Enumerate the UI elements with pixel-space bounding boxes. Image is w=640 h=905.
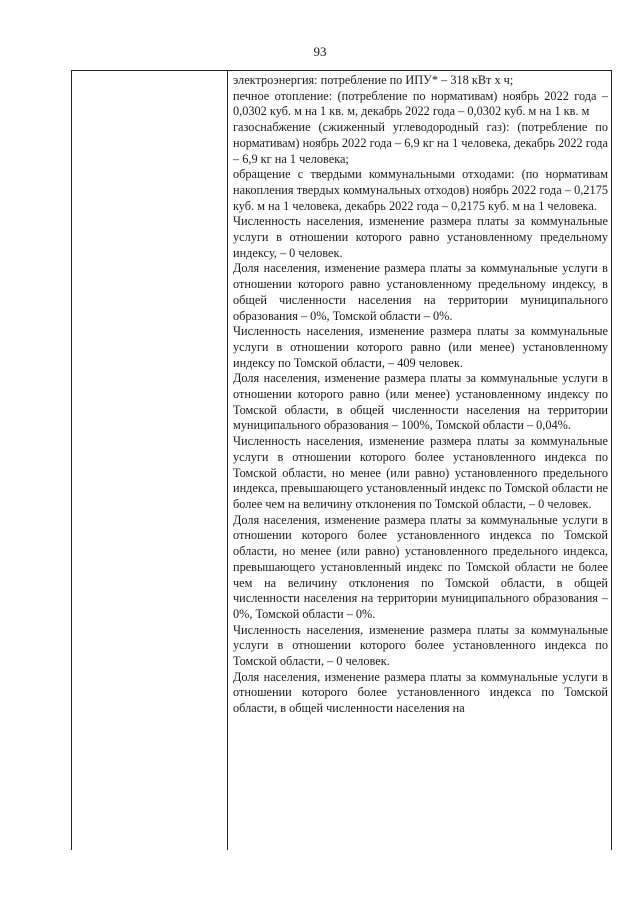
table-right-column bbox=[233, 73, 608, 717]
paragraph-solid-waste: обращение с твердыми коммунальными отходами: (по нормативам накопления твердых коммунальных отходов) ноябрь 2022 года – 0,2175 куб. м на 1 человека, декабрь 2022 года – 0,2175 куб. м на 1 человека. bbox=[233, 167, 608, 213]
paragraph-share-equal-regional: Доля населения, изменение размера платы за коммунальные услуги в отношении которого равно (или менее) установленному индексу по Томской области, в общей численности населения на территории муниципального образования – 100%, Томской области – 0,04%. bbox=[233, 371, 608, 433]
paragraph-share-equal-limit: Доля населения, изменение размера платы за коммунальные услуги в отношении которого равно установленному предельному индексу, в общей численности населения на территории муниципального образования – 0%, Томской области – 0%. bbox=[233, 261, 608, 323]
paragraph-share-above-regional: Доля населения, изменение размера платы за коммунальные услуги в отношении которого более установленного индекса по Томской области, в общей численности населения на bbox=[233, 669, 608, 716]
paragraph-electricity: электроэнергия: потребление по ИПУ* – 318 кВт х ч; bbox=[233, 73, 514, 87]
table-left-column bbox=[72, 71, 228, 850]
paragraph-population-above-regional-within-deviation: Численность населения, изменение размера платы за коммунальные услуги в отношении которого более установленного индекса по Томской области, но менее (или равно) установленного предельного индекса, превышающего установленный индекс по Томской области не более чем на величину отклонения по Томской области, – 0 человек. bbox=[233, 434, 608, 511]
page-number: 93 bbox=[313, 44, 327, 59]
paragraph-gas-supply: газоснабжение (сжиженный углеводородный газ): (потребление по нормативам) ноябрь 2022 года – 6,9 кг на 1 человека, декабрь 2022 года – 6,9 кг на 1 человека; bbox=[233, 120, 608, 166]
document-table bbox=[71, 70, 612, 850]
paragraph-stove-heating: печное отопление: (потребление по нормативам) ноябрь 2022 года – 0,0302 куб. м на 1 кв. м, декабрь 2022 года – 0,0302 куб. м на 1 кв. м bbox=[233, 88, 608, 119]
paragraph-population-equal-limit: Численность населения, изменение размера платы за коммунальные услуги в отношении которого равно установленному предельному индексу, – 0 человек. bbox=[233, 214, 608, 260]
paragraph-population-equal-regional: Численность населения, изменение размера платы за коммунальные услуги в отношении которого равно (или менее) установленному индексу по Томской области, – 409 человек. bbox=[233, 324, 608, 370]
paragraph-population-above-regional: Численность населения, изменение размера платы за коммунальные услуги в отношении которого более установленного индекса по Томской области, – 0 человек. bbox=[233, 622, 608, 669]
paragraph-share-above-regional-within-deviation: Доля населения, изменение размера платы за коммунальные услуги в отношении которого более установленного индекса по Томской области, но менее (или равно) установленного предельного индекса, превышающего установленный индекс по Томской области не более чем на величину отклонения по Томской области, в общей численности населения на территории муниципального образования – 0%, Томской области – 0%. bbox=[233, 512, 608, 621]
